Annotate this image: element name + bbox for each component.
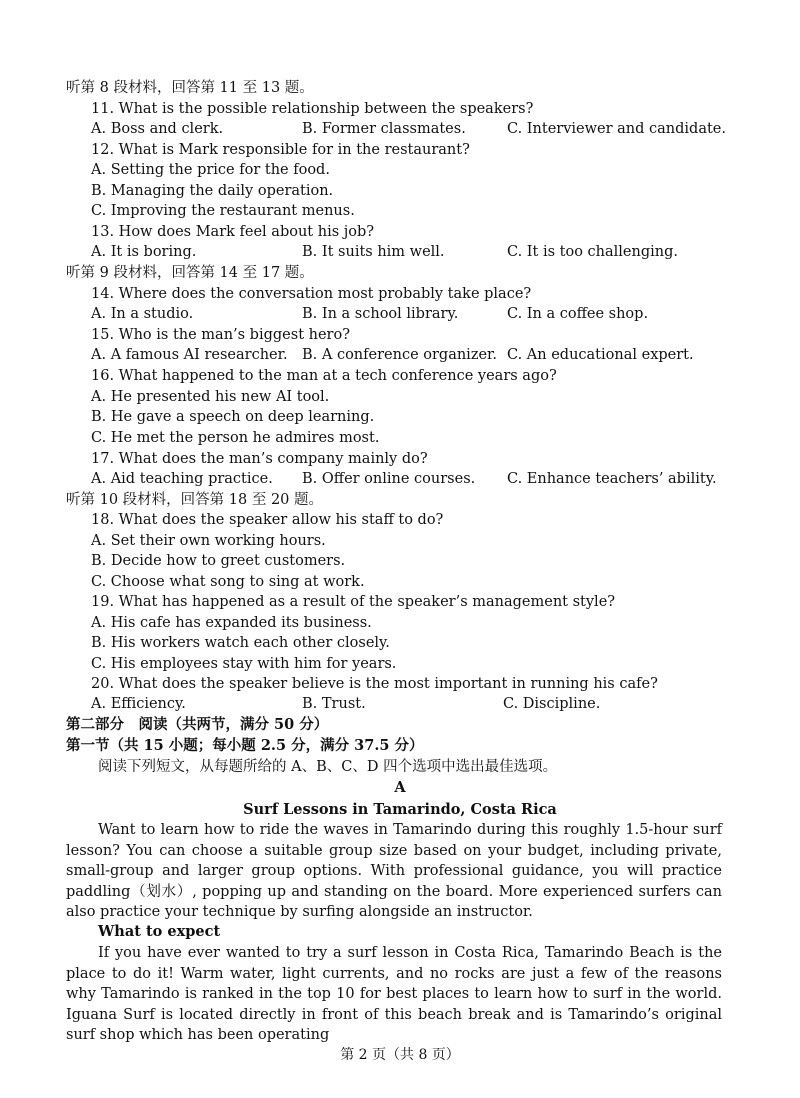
section-8-instruction: 听第 8 段材料，回答第 11 至 13 题。 <box>66 80 314 96</box>
question-14: 14. Where does the conversation most probably take place? <box>91 286 532 302</box>
question-11-options <box>0 119 800 139</box>
option-c: C. Discipline. <box>503 696 601 712</box>
option-c: C. An educational expert. <box>507 347 694 363</box>
option-b: B. It suits him well. <box>302 244 445 260</box>
question-15: 15. Who is the man’s biggest hero? <box>91 327 350 343</box>
section-1-heading: 第一节（共 15 小题；每小题 2.5 分，满分 37.5 分） <box>66 737 424 754</box>
question-12: 12. What is Mark responsible for in the restaurant? <box>91 142 470 158</box>
question-16: 16. What happened to the man at a tech conference years ago? <box>91 368 557 384</box>
option-a: A. He presented his new AI tool. <box>91 389 330 405</box>
option-a: A. It is boring. <box>91 244 197 260</box>
option-b: B. A conference organizer. <box>302 347 497 363</box>
question-13-options <box>0 242 800 262</box>
subheading-what-to-expect: What to expect <box>98 923 221 940</box>
option-b: B. His workers watch each other closely. <box>91 635 390 651</box>
question-15-options <box>0 345 800 365</box>
option-b: B. He gave a speech on deep learning. <box>91 409 375 425</box>
option-c: C. Choose what song to sing at work. <box>91 574 365 590</box>
option-a: A. Efficiency. <box>91 696 186 712</box>
option-b: B. Former classmates. <box>302 121 466 137</box>
passage-letter: A <box>394 779 406 796</box>
article-title: Surf Lessons in Tamarindo, Costa Rica <box>243 801 557 818</box>
question-20: 20. What does the speaker believe is the most important in running his cafe? <box>91 676 658 692</box>
option-b: B. Managing the daily operation. <box>91 183 334 199</box>
option-a: A. Set their own working hours. <box>91 533 326 549</box>
option-a: A. A famous AI researcher. <box>91 347 288 363</box>
question-17: 17. What does the man’s company mainly do? <box>91 451 428 467</box>
option-c: C. Enhance teachers’ ability. <box>507 471 717 487</box>
option-c: C. He met the person he admires most. <box>91 430 380 446</box>
question-19: 19. What has happened as a result of the speaker’s management style? <box>91 594 616 610</box>
option-a: A. Setting the price for the food. <box>91 162 330 178</box>
option-a: A. His cafe has expanded its business. <box>91 615 372 631</box>
question-17-options <box>0 469 800 489</box>
question-13: 13. How does Mark feel about his job? <box>91 224 375 240</box>
option-b: B. Offer online courses. <box>302 471 476 487</box>
option-c: C. His employees stay with him for years. <box>91 656 397 672</box>
page-footer: 第 2 页（共 8 页） <box>340 1047 460 1063</box>
question-14-options <box>0 304 800 324</box>
option-c: C. It is too challenging. <box>507 244 678 260</box>
article-paragraph-2: If you have ever wanted to try a surf lesson in Costa Rica, Tamarindo Beach is the place to do it! Warm water, light currents, and no rocks are just a few of the reasons why Tamarindo is ranked in the top 10 for best places to learn how to surf in the world. Iguana Surf is located directly in front of this beach break and is Tamarindo’s original surf shop which has been operating <box>66 945 722 1044</box>
option-a: A. In a studio. <box>91 306 194 322</box>
option-c: C. In a coffee shop. <box>507 306 649 322</box>
article-paragraph-1: Want to learn how to ride the waves in Tamarindo during this roughly 1.5-hour surf lesson? You can choose a suitable group size based on your budget, including private, small-group and larger group options. With professional guidance, you will practice paddling（划水）, popping up and standing on the board. More experienced surfers can also practice your technique by surfing alongside an instructor. <box>66 822 722 921</box>
section-10-instruction: 听第 10 段材料，回答第 18 至 20 题。 <box>66 492 324 508</box>
question-11: 11. What is the possible relationship between the speakers? <box>91 101 534 117</box>
section-9-instruction: 听第 9 段材料，回答第 14 至 17 题。 <box>66 265 314 281</box>
option-c: C. Interviewer and candidate. <box>507 121 726 137</box>
option-a: A. Boss and clerk. <box>91 121 224 137</box>
part-2-heading: 第二部分 阅读（共两节，满分 50 分） <box>66 716 329 733</box>
option-c: C. Improving the restaurant menus. <box>91 203 355 219</box>
option-b: B. Trust. <box>302 696 366 712</box>
question-20-options <box>0 694 800 714</box>
question-18: 18. What does the speaker allow his staff to do? <box>91 512 444 528</box>
option-b: B. In a school library. <box>302 306 459 322</box>
reading-instruction: 阅读下列短文，从每题所给的 A、B、C、D 四个选项中选出最佳选项。 <box>98 759 558 775</box>
option-b: B. Decide how to greet customers. <box>91 553 346 569</box>
option-a: A. Aid teaching practice. <box>91 471 273 487</box>
